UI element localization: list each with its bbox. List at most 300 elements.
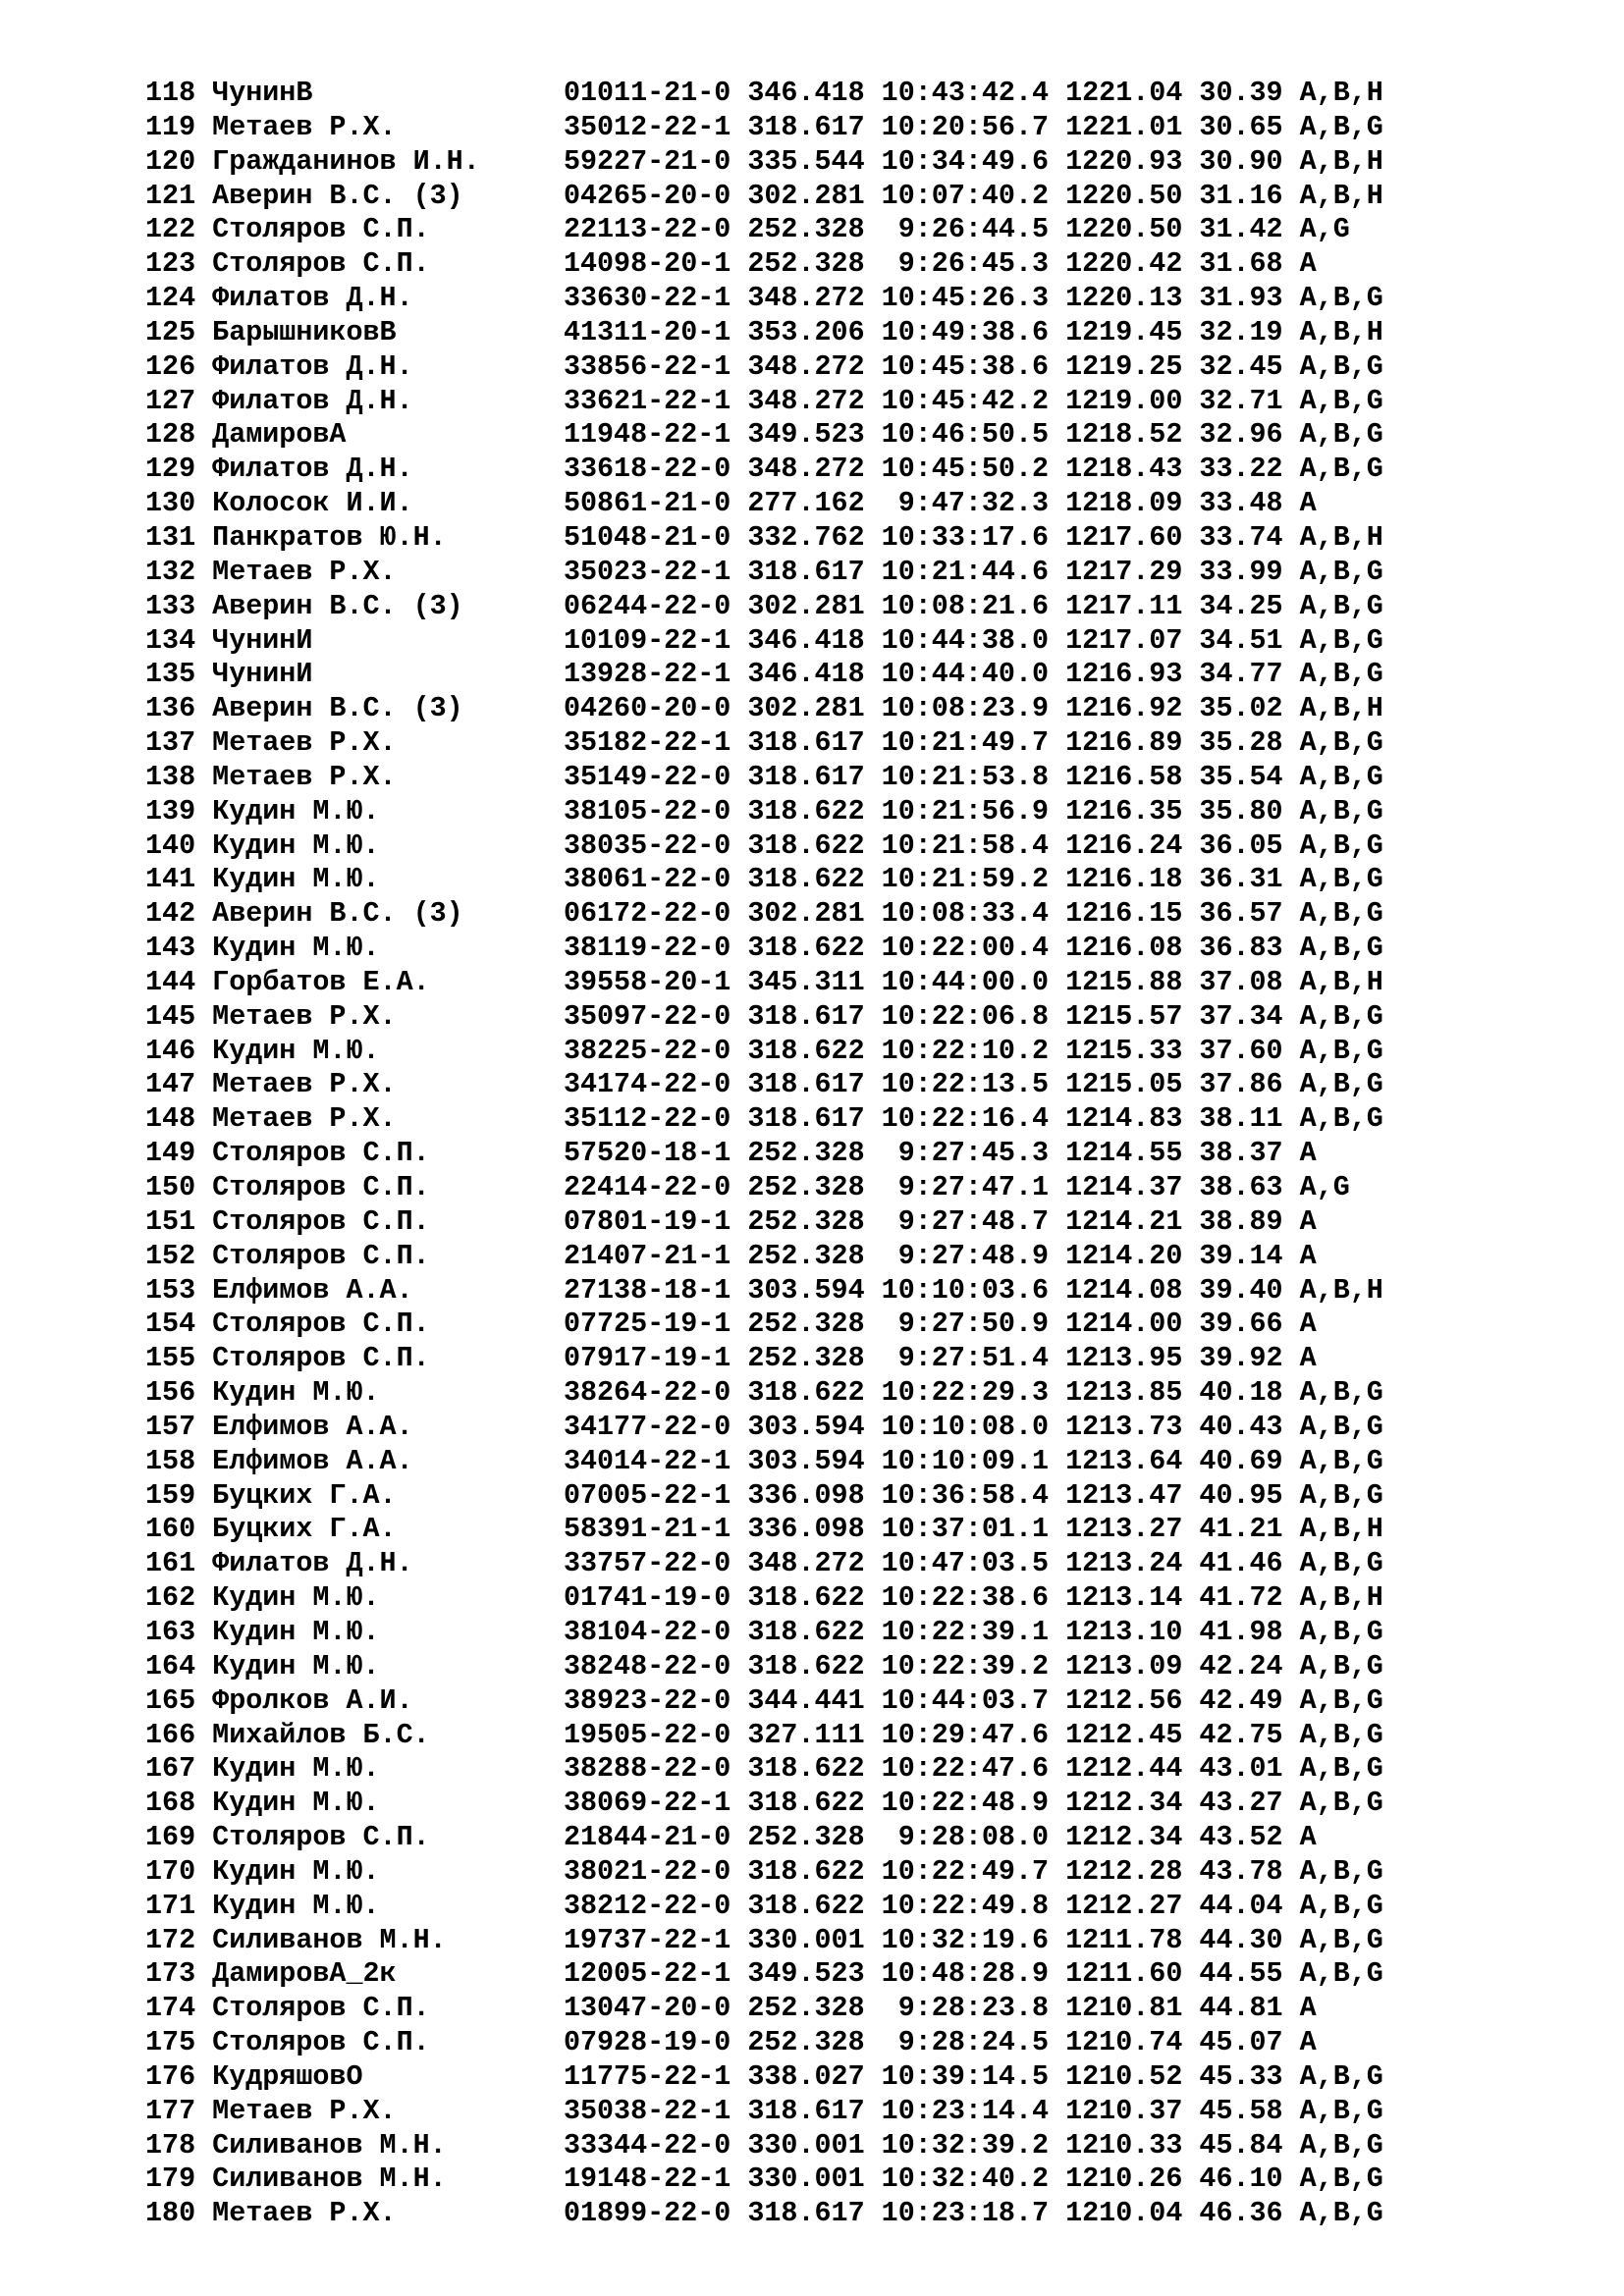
fancier-name: Кудин М.Ю. (212, 1752, 564, 1786)
category: A,B,G (1299, 2128, 1383, 2162)
table-row (145, 1376, 1383, 1411)
arrival-time: 10:23:14.4 (881, 2094, 1066, 2127)
table-row (145, 1547, 1383, 1581)
speed: 1210.81 (1065, 1992, 1200, 2025)
table-row (145, 2095, 1383, 2129)
fancier-name: Филатов Д.Н. (212, 1547, 564, 1580)
ring-number: 07917-19-1 (563, 1342, 748, 1375)
category: A (1299, 1204, 1317, 1238)
speed: 1218.43 (1065, 453, 1200, 486)
ring-number: 07725-19-1 (563, 1308, 748, 1341)
ring-number: 59227-21-0 (563, 144, 748, 178)
coefficient: 44.81 (1199, 1992, 1300, 2025)
arrival-time: 10:44:00.0 (881, 965, 1066, 998)
arrival-time: 9:28:24.5 (881, 2026, 1066, 2059)
ring-number: 38061-22-0 (563, 863, 748, 896)
speed: 1217.11 (1065, 589, 1200, 622)
place-number: 149 (145, 1137, 213, 1170)
category: A,B,G (1299, 932, 1383, 965)
ring-number: 01011-21-0 (563, 77, 748, 109)
arrival-time: 10:21:58.4 (881, 828, 1066, 862)
ring-number: 35149-22-0 (563, 760, 748, 793)
distance: 332.762 (747, 520, 882, 554)
place-number: 173 (145, 1957, 213, 1991)
place-number: 180 (145, 2197, 213, 2230)
place-number: 122 (145, 213, 213, 246)
category: A (1299, 1308, 1317, 1341)
table-row (145, 1719, 1383, 1753)
ring-number: 50861-21-0 (563, 487, 748, 520)
category: A,B,G (1299, 623, 1383, 657)
speed: 1217.29 (1065, 555, 1200, 588)
distance: 348.272 (747, 349, 882, 383)
coefficient: 45.07 (1199, 2026, 1300, 2059)
arrival-time: 10:21:53.8 (881, 760, 1066, 793)
distance: 252.328 (747, 1239, 882, 1272)
coefficient: 39.40 (1199, 1273, 1300, 1307)
ring-number: 38035-22-0 (563, 828, 748, 862)
table-row (145, 2129, 1383, 2163)
distance: 336.098 (747, 1478, 882, 1512)
category: A,B,G (1299, 282, 1383, 315)
ring-number: 27138-18-1 (563, 1273, 748, 1307)
place-number: 178 (145, 2128, 213, 2162)
arrival-time: 10:22:06.8 (881, 999, 1066, 1033)
place-number: 130 (145, 487, 213, 520)
category: A (1299, 1342, 1317, 1375)
arrival-time: 10:45:38.6 (881, 349, 1066, 383)
category: A,B,G (1299, 2197, 1383, 2230)
category: A,B,H (1299, 1513, 1383, 1546)
place-number: 167 (145, 1752, 213, 1786)
arrival-time: 10:10:03.6 (881, 1273, 1066, 1307)
speed: 1219.45 (1065, 315, 1200, 348)
category: A,B,G (1299, 110, 1383, 143)
arrival-time: 10:49:38.6 (881, 315, 1066, 348)
speed: 1212.56 (1065, 1683, 1200, 1717)
distance: 345.311 (747, 965, 882, 998)
table-row (145, 1855, 1383, 1890)
fancier-name: Елфимов А.А. (212, 1410, 564, 1443)
coefficient: 45.84 (1199, 2128, 1300, 2162)
table-row (145, 247, 1383, 282)
table-row (145, 1650, 1383, 1684)
arrival-time: 10:37:01.1 (881, 1513, 1066, 1546)
category: A,B,G (1299, 2163, 1383, 2196)
table-row (145, 1581, 1383, 1616)
coefficient: 45.33 (1199, 2059, 1300, 2093)
speed: 1216.24 (1065, 828, 1200, 862)
speed: 1212.27 (1065, 1889, 1200, 1922)
category: A,B,G (1299, 1478, 1383, 1512)
arrival-time: 10:45:42.2 (881, 384, 1066, 417)
ring-number: 33621-22-1 (563, 384, 748, 417)
coefficient: 43.27 (1199, 1787, 1300, 1820)
coefficient: 32.96 (1199, 418, 1300, 452)
place-number: 174 (145, 1992, 213, 2025)
coefficient: 39.14 (1199, 1239, 1300, 1272)
category: A (1299, 2026, 1317, 2059)
arrival-time: 10:32:40.2 (881, 2163, 1066, 2196)
category: A (1299, 487, 1317, 520)
distance: 303.594 (747, 1444, 882, 1477)
speed: 1212.34 (1065, 1821, 1200, 1854)
arrival-time: 10:33:17.6 (881, 520, 1066, 554)
speed: 1214.21 (1065, 1204, 1200, 1238)
distance: 346.418 (747, 658, 882, 691)
place-number: 141 (145, 863, 213, 896)
table-row (145, 2026, 1383, 2060)
place-number: 171 (145, 1889, 213, 1922)
place-number: 157 (145, 1410, 213, 1443)
arrival-time: 10:45:50.2 (881, 453, 1066, 486)
fancier-name: Метаев Р.Х. (212, 110, 564, 143)
ring-number: 33630-22-1 (563, 282, 748, 315)
arrival-time: 10:32:39.2 (881, 2128, 1066, 2162)
ring-number: 38104-22-0 (563, 1615, 748, 1648)
table-row (145, 350, 1383, 385)
distance: 330.001 (747, 2163, 882, 2196)
fancier-name: Кудин М.Ю. (212, 1649, 564, 1682)
coefficient: 40.69 (1199, 1444, 1300, 1477)
distance: 327.111 (747, 1718, 882, 1751)
table-row (145, 418, 1383, 453)
ring-number: 19505-22-0 (563, 1718, 748, 1751)
distance: 318.622 (747, 932, 882, 965)
fancier-name: Метаев Р.Х. (212, 760, 564, 793)
place-number: 143 (145, 932, 213, 965)
table-row (145, 1787, 1383, 1821)
distance: 338.027 (747, 2059, 882, 2093)
fancier-name: Елфимов А.А. (212, 1444, 564, 1477)
fancier-name: Буцких Г.А. (212, 1478, 564, 1512)
place-number: 151 (145, 1204, 213, 1238)
ring-number: 34174-22-0 (563, 1068, 748, 1101)
place-number: 179 (145, 2163, 213, 2196)
arrival-time: 10:44:03.7 (881, 1683, 1066, 1717)
speed: 1213.27 (1065, 1513, 1200, 1546)
fancier-name: Филатов Д.Н. (212, 384, 564, 417)
fancier-name: Метаев Р.Х. (212, 1068, 564, 1101)
speed: 1220.93 (1065, 144, 1200, 178)
coefficient: 38.63 (1199, 1171, 1300, 1203)
distance: 344.441 (747, 1683, 882, 1717)
fancier-name: Буцких Г.А. (212, 1513, 564, 1546)
table-row (145, 1513, 1383, 1547)
distance: 252.328 (747, 1992, 882, 2025)
ring-number: 33757-22-0 (563, 1547, 748, 1580)
place-number: 118 (145, 77, 213, 109)
table-row (145, 2163, 1383, 2197)
place-number: 148 (145, 1102, 213, 1136)
distance: 318.622 (747, 863, 882, 896)
place-number: 119 (145, 110, 213, 143)
place-number: 160 (145, 1513, 213, 1546)
coefficient: 41.72 (1199, 1581, 1300, 1615)
category: A,B,G (1299, 1718, 1383, 1751)
distance: 318.622 (747, 1581, 882, 1615)
category: A,B,G (1299, 453, 1383, 486)
fancier-name: Елфимов А.А. (212, 1273, 564, 1307)
fancier-name: Кудин М.Ю. (212, 863, 564, 896)
category: A,B,G (1299, 2059, 1383, 2093)
category: A,B,G (1299, 1034, 1383, 1067)
fancier-name: Аверин В.С. (3) (212, 692, 564, 725)
distance: 348.272 (747, 282, 882, 315)
fancier-name: Кудин М.Ю. (212, 1581, 564, 1615)
fancier-name: Столяров С.П. (212, 1239, 564, 1272)
category: A,B,H (1299, 1273, 1383, 1307)
place-number: 155 (145, 1342, 213, 1375)
speed: 1216.58 (1065, 760, 1200, 793)
category: A,B,G (1299, 794, 1383, 828)
place-number: 126 (145, 349, 213, 383)
arrival-time: 10:22:38.6 (881, 1581, 1066, 1615)
table-row (145, 1068, 1383, 1102)
ring-number: 22113-22-0 (563, 213, 748, 246)
distance: 303.594 (747, 1273, 882, 1307)
fancier-name: Колосок И.И. (212, 487, 564, 520)
table-row (145, 1342, 1383, 1376)
ring-number: 35038-22-1 (563, 2094, 748, 2127)
fancier-name: Филатов Д.Н. (212, 453, 564, 486)
place-number: 135 (145, 658, 213, 691)
distance: 318.622 (747, 1649, 882, 1682)
category: A,B,G (1299, 1547, 1383, 1580)
coefficient: 37.60 (1199, 1034, 1300, 1067)
arrival-time: 10:44:38.0 (881, 623, 1066, 657)
table-row (145, 1445, 1383, 1479)
ring-number: 33618-22-0 (563, 453, 748, 486)
table-row (145, 726, 1383, 761)
category: A,B,H (1299, 692, 1383, 725)
ring-number: 19148-22-1 (563, 2163, 748, 2196)
category: A,B,G (1299, 1752, 1383, 1786)
coefficient: 42.75 (1199, 1718, 1300, 1751)
fancier-name: Кудин М.Ю. (212, 1615, 564, 1648)
distance: 318.622 (747, 1752, 882, 1786)
coefficient: 42.49 (1199, 1683, 1300, 1717)
place-number: 169 (145, 1821, 213, 1854)
ring-number: 38288-22-0 (563, 1752, 748, 1786)
arrival-time: 10:20:56.7 (881, 110, 1066, 143)
fancier-name: Столяров С.П. (212, 2026, 564, 2059)
ring-number: 22414-22-0 (563, 1171, 748, 1203)
category: A,B,G (1299, 349, 1383, 383)
distance: 318.617 (747, 1068, 882, 1101)
table-row (145, 521, 1383, 556)
arrival-time: 9:27:51.4 (881, 1342, 1066, 1375)
arrival-time: 9:28:08.0 (881, 1821, 1066, 1854)
distance: 318.617 (747, 760, 882, 793)
arrival-time: 10:22:49.8 (881, 1889, 1066, 1922)
speed: 1212.34 (1065, 1787, 1200, 1820)
fancier-name: ДамировА_2к (212, 1957, 564, 1991)
fancier-name: Столяров С.П. (212, 247, 564, 281)
fancier-name: Кудин М.Ю. (212, 1889, 564, 1922)
fancier-name: Аверин В.С. (3) (212, 589, 564, 622)
arrival-time: 10:21:59.2 (881, 863, 1066, 896)
speed: 1220.13 (1065, 282, 1200, 315)
category: A,B,G (1299, 1068, 1383, 1101)
table-row (145, 213, 1383, 247)
place-number: 129 (145, 453, 213, 486)
fancier-name: Кудин М.Ю. (212, 1034, 564, 1067)
fancier-name: Столяров С.П. (212, 1204, 564, 1238)
category: A,B,G (1299, 863, 1383, 896)
ring-number: 38069-22-1 (563, 1787, 748, 1820)
coefficient: 39.66 (1199, 1308, 1300, 1341)
coefficient: 36.05 (1199, 828, 1300, 862)
place-number: 137 (145, 726, 213, 760)
speed: 1210.26 (1065, 2163, 1200, 2196)
fancier-name: БарышниковВ (212, 315, 564, 348)
results-list (145, 77, 1383, 2231)
table-row (145, 180, 1383, 214)
coefficient: 34.77 (1199, 658, 1300, 691)
place-number: 147 (145, 1068, 213, 1101)
place-number: 154 (145, 1308, 213, 1341)
speed: 1213.85 (1065, 1376, 1200, 1410)
table-row (145, 453, 1383, 487)
place-number: 162 (145, 1581, 213, 1615)
fancier-name: Аверин В.С. (3) (212, 897, 564, 931)
table-row (145, 761, 1383, 795)
speed: 1221.01 (1065, 110, 1200, 143)
distance: 318.617 (747, 2094, 882, 2127)
place-number: 159 (145, 1478, 213, 1512)
table-row (145, 1616, 1383, 1650)
speed: 1216.35 (1065, 794, 1200, 828)
coefficient: 44.30 (1199, 1923, 1300, 1956)
speed: 1210.04 (1065, 2197, 1200, 2230)
coefficient: 32.19 (1199, 315, 1300, 348)
speed: 1215.57 (1065, 999, 1200, 1033)
category: A,B,G (1299, 555, 1383, 588)
category: A,B,H (1299, 179, 1383, 212)
distance: 330.001 (747, 1923, 882, 1956)
arrival-time: 10:08:21.6 (881, 589, 1066, 622)
arrival-time: 10:22:29.3 (881, 1376, 1066, 1410)
distance: 318.617 (747, 110, 882, 143)
table-row (145, 1992, 1383, 2026)
coefficient: 46.10 (1199, 2163, 1300, 2196)
speed: 1217.60 (1065, 520, 1200, 554)
category: A,B,H (1299, 144, 1383, 178)
table-row (145, 1171, 1383, 1205)
category: A,B,G (1299, 1102, 1383, 1136)
coefficient: 41.98 (1199, 1615, 1300, 1648)
coefficient: 40.18 (1199, 1376, 1300, 1410)
arrival-time: 10:21:56.9 (881, 794, 1066, 828)
table-row (145, 1924, 1383, 1958)
table-row (145, 1274, 1383, 1308)
coefficient: 42.24 (1199, 1649, 1300, 1682)
distance: 318.622 (747, 1376, 882, 1410)
ring-number: 38225-22-0 (563, 1034, 748, 1067)
coefficient: 37.08 (1199, 965, 1300, 998)
ring-number: 38248-22-0 (563, 1649, 748, 1682)
category: A (1299, 247, 1317, 281)
place-number: 170 (145, 1854, 213, 1888)
speed: 1210.33 (1065, 2128, 1200, 2162)
place-number: 133 (145, 589, 213, 622)
fancier-name: Филатов Д.Н. (212, 282, 564, 315)
arrival-time: 10:22:49.7 (881, 1854, 1066, 1888)
distance: 318.617 (747, 1102, 882, 1136)
place-number: 166 (145, 1718, 213, 1751)
table-row (145, 1684, 1383, 1719)
distance: 318.622 (747, 794, 882, 828)
place-number: 161 (145, 1547, 213, 1580)
fancier-name: Столяров С.П. (212, 1342, 564, 1375)
ring-number: 04260-20-0 (563, 692, 748, 725)
fancier-name: Силиванов М.Н. (212, 2128, 564, 2162)
ring-number: 34014-22-1 (563, 1444, 748, 1477)
arrival-time: 10:21:44.6 (881, 555, 1066, 588)
table-row (145, 658, 1383, 692)
ring-number: 07928-19-0 (563, 2026, 748, 2059)
category: A,B,G (1299, 1649, 1383, 1682)
coefficient: 31.16 (1199, 179, 1300, 212)
ring-number: 21407-21-1 (563, 1239, 748, 1272)
place-number: 132 (145, 555, 213, 588)
ring-number: 04265-20-0 (563, 179, 748, 212)
arrival-time: 10:39:14.5 (881, 2059, 1066, 2093)
coefficient: 38.11 (1199, 1102, 1300, 1136)
arrival-time: 10:22:13.5 (881, 1068, 1066, 1101)
speed: 1216.08 (1065, 932, 1200, 965)
speed: 1220.50 (1065, 213, 1200, 246)
distance: 318.617 (747, 555, 882, 588)
table-row (145, 1890, 1383, 1924)
place-number: 175 (145, 2026, 213, 2059)
place-number: 176 (145, 2059, 213, 2093)
place-number: 146 (145, 1034, 213, 1067)
table-row (145, 1411, 1383, 1445)
table-row (145, 624, 1383, 659)
ring-number: 35112-22-0 (563, 1102, 748, 1136)
speed: 1214.20 (1065, 1239, 1200, 1272)
category: A,B,G (1299, 1923, 1383, 1956)
fancier-name: ДамировА (212, 418, 564, 452)
coefficient: 38.37 (1199, 1137, 1300, 1170)
speed: 1220.42 (1065, 247, 1200, 281)
category: A,B,G (1299, 1957, 1383, 1991)
ring-number: 07801-19-1 (563, 1204, 748, 1238)
coefficient: 44.04 (1199, 1889, 1300, 1922)
arrival-time: 9:27:50.9 (881, 1308, 1066, 1341)
speed: 1210.52 (1065, 2059, 1200, 2093)
ring-number: 35182-22-1 (563, 726, 748, 760)
arrival-time: 10:07:40.2 (881, 179, 1066, 212)
fancier-name: Кудин М.Ю. (212, 1376, 564, 1410)
distance: 252.328 (747, 2026, 882, 2059)
distance: 346.418 (747, 623, 882, 657)
ring-number: 01899-22-0 (563, 2197, 748, 2230)
speed: 1211.78 (1065, 1923, 1200, 1956)
table-row (145, 1035, 1383, 1069)
place-number: 150 (145, 1171, 213, 1203)
speed: 1215.88 (1065, 965, 1200, 998)
fancier-name: ЧунинИ (212, 658, 564, 691)
coefficient: 33.74 (1199, 520, 1300, 554)
table-row (145, 1205, 1383, 1240)
ring-number: 11948-22-1 (563, 418, 748, 452)
speed: 1212.28 (1065, 1854, 1200, 1888)
coefficient: 31.68 (1199, 247, 1300, 281)
table-row (145, 77, 1383, 111)
